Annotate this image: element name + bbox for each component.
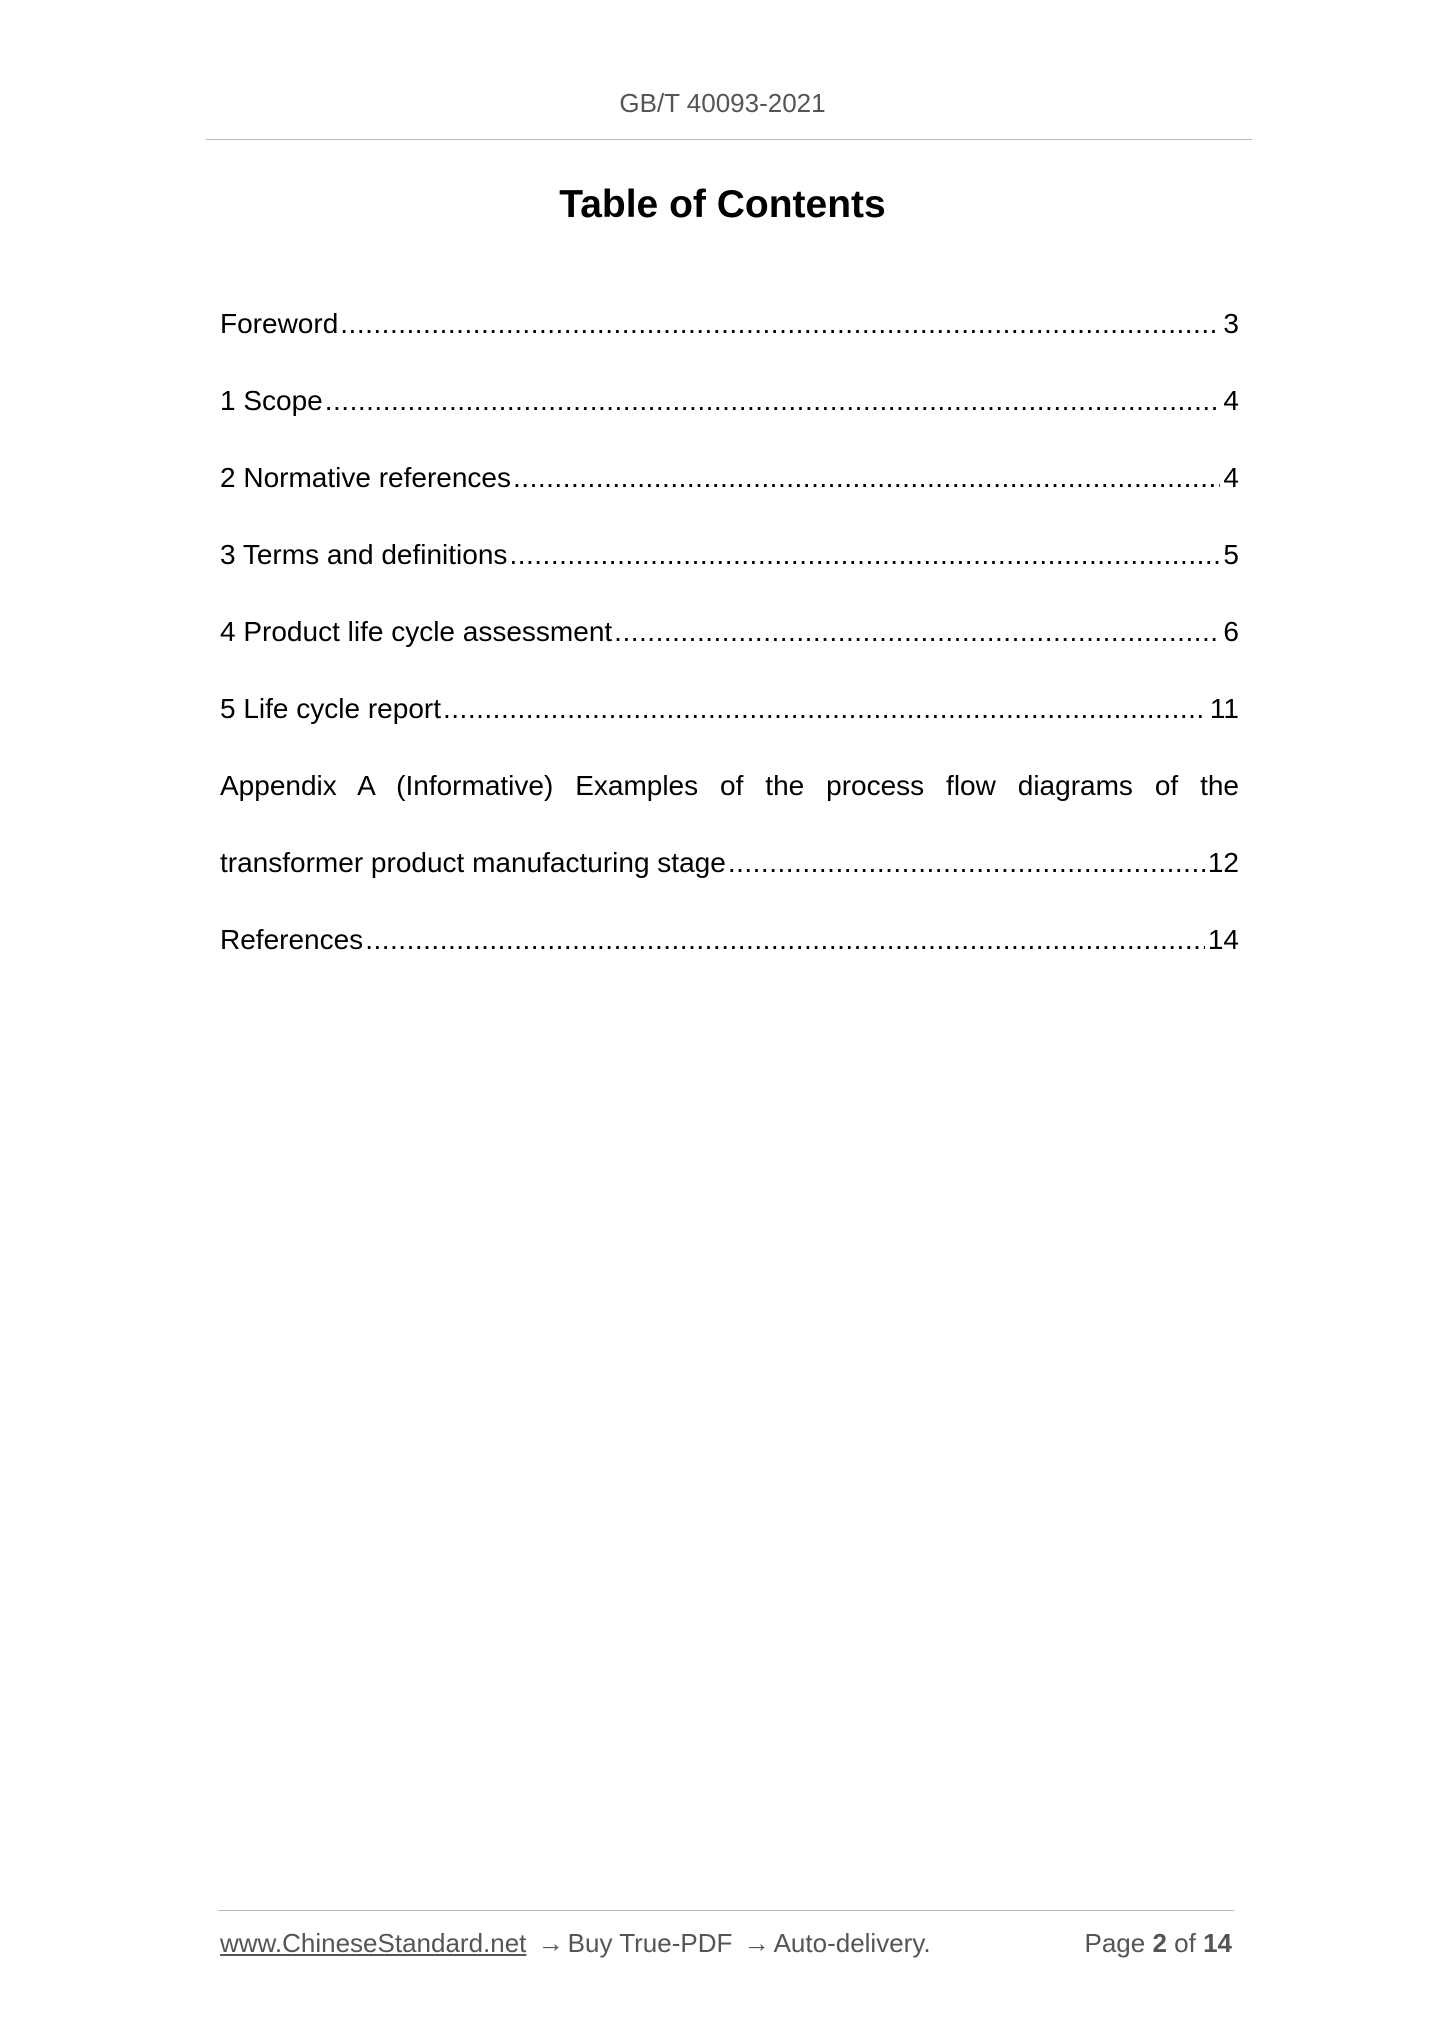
toc-entry-appendix-a-line1[interactable]: Appendix A (Informative) Examples of the process flow diagrams of the [220,770,1239,801]
page-of-word: of [1174,1928,1196,1958]
toc-entry-page: 12 [1207,847,1239,878]
toc-entry-label: transformer product manufacturing stage [220,847,726,878]
arrow-right-icon: → [537,1928,564,1958]
toc-entry-page: 4 [1223,385,1239,416]
toc-entry-page: 3 [1223,308,1239,339]
header-divider [206,139,1252,140]
toc-list [220,300,1239,993]
toc-entry-page: 14 [1207,924,1239,955]
toc-leader-dots [513,454,1220,502]
footer-step-buy: Buy True-PDF [567,1928,733,1958]
toc-entry-page: 6 [1223,616,1239,647]
toc-entry-references[interactable] [220,916,1239,993]
page-current: 2 [1152,1928,1167,1958]
toc-leader-dots [614,608,1220,656]
toc-entry-life-cycle-assessment[interactable] [220,608,1239,685]
toc-entry-normative-references[interactable] [220,454,1239,531]
toc-leader-dots [365,916,1205,964]
toc-entry-label: 1 Scope [220,385,323,416]
toc-entry-label: 2 Normative references [220,462,512,493]
page-word: Page [1084,1928,1146,1958]
toc-entry-page: 5 [1223,539,1239,570]
arrow-right-icon: → [743,1928,770,1958]
toc-entry-foreword[interactable] [220,300,1239,377]
page-number [1084,1928,1232,1959]
toc-leader-dots [325,377,1221,425]
toc-leader-dots [340,300,1220,348]
page-total: 14 [1203,1928,1232,1958]
footer-step-delivery: Auto-delivery. [773,1928,931,1958]
toc-leader-dots [509,531,1220,579]
toc-entry-label: 4 Product life cycle assessment [220,616,613,647]
toc-entry-page: 11 [1209,693,1239,724]
website-link[interactable]: www.ChineseStandard.net [220,1928,527,1958]
toc-entry-label: Foreword [220,308,339,339]
toc-leader-dots [728,839,1205,887]
toc-entry-page: 4 [1223,462,1239,493]
toc-entry-life-cycle-report[interactable] [220,685,1239,762]
toc-entry-terms-definitions[interactable] [220,531,1239,608]
toc-entry-label: 5 Life cycle report [220,693,441,724]
page-footer [220,1928,1232,1959]
toc-entry-scope[interactable] [220,377,1239,454]
document-code-header: GB/T 40093-2021 [619,88,826,118]
toc-entry-label: 3 Terms and definitions [220,539,508,570]
toc-title: Table of Contents [559,183,886,226]
toc-entry-appendix-a-line2[interactable] [220,839,1239,916]
footer-divider [218,1910,1234,1911]
toc-entry-label: References [220,924,364,955]
toc-leader-dots [443,685,1207,733]
